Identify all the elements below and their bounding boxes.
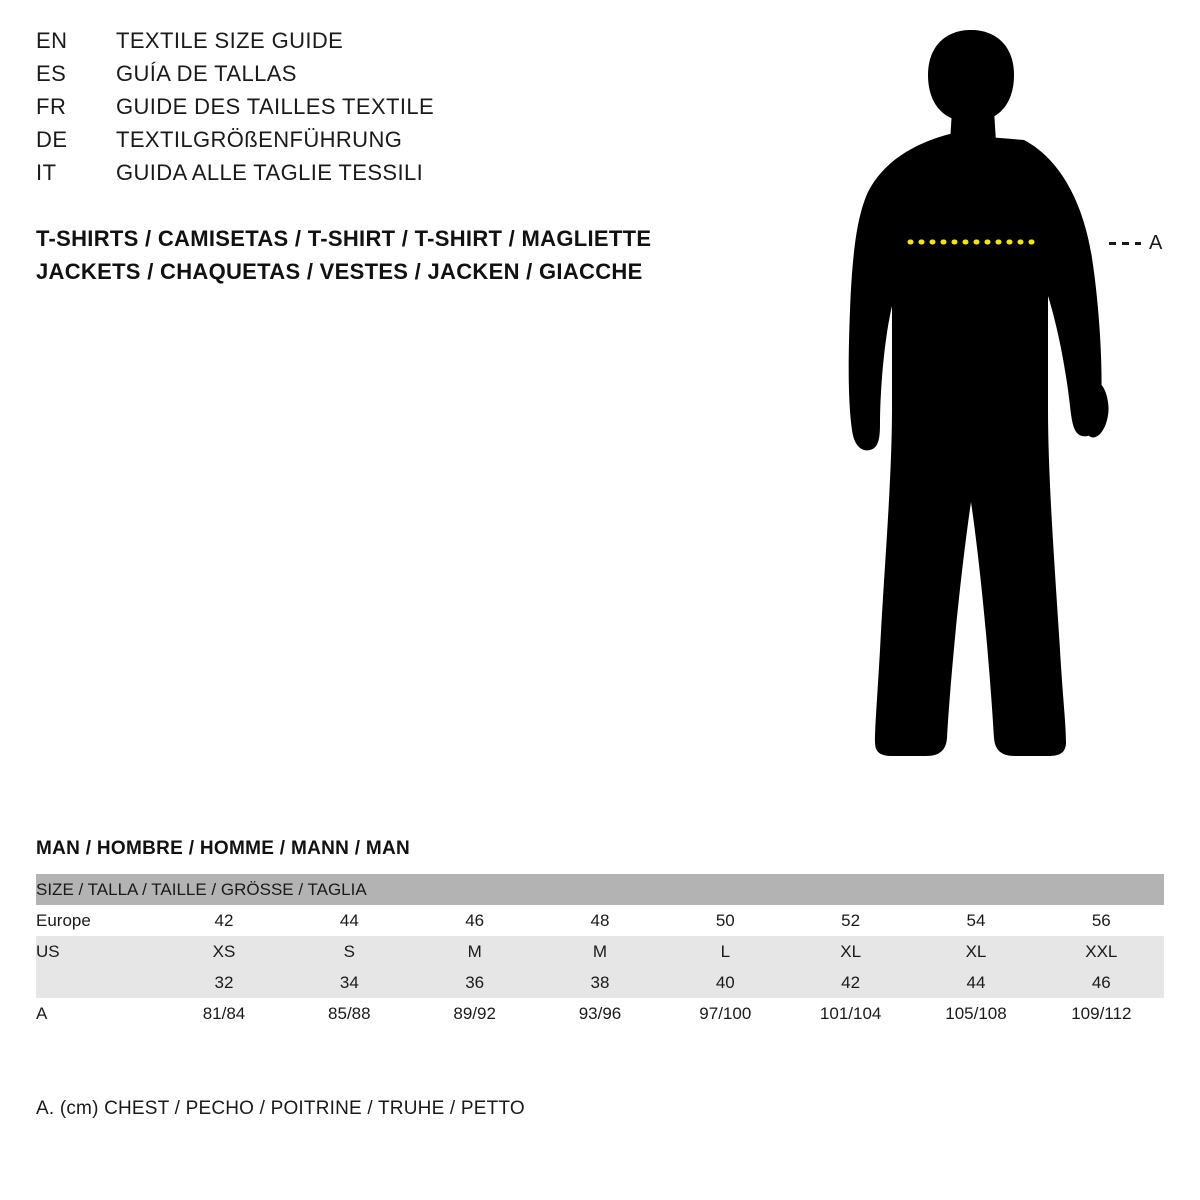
- cell-numeric-2: 34: [287, 967, 412, 998]
- cell-numeric-8: 46: [1039, 967, 1164, 998]
- language-row-de: [36, 127, 736, 160]
- cell-us-6: XL: [788, 936, 913, 967]
- table-header-row: [36, 874, 1164, 905]
- cell-europe-8: 56: [1039, 905, 1164, 936]
- cell-us-8: XXL: [1039, 936, 1164, 967]
- cell-a-2: 85/88: [287, 998, 412, 1029]
- language-header-block: [36, 28, 736, 193]
- table-header-label: SIZE / TALLA / TAILLE / GRÖSSE / TAGLIA: [36, 874, 1164, 905]
- language-code-it: IT: [36, 160, 57, 185]
- cell-numeric-4: 38: [537, 967, 662, 998]
- language-text-fr: GUIDE DES TAILLES TEXTILE: [116, 94, 435, 119]
- measure-label-a: A: [1149, 232, 1163, 254]
- language-text-it: GUIDA ALLE TAGLIE TESSILI: [116, 160, 424, 185]
- cell-numeric-7: 44: [913, 967, 1038, 998]
- cell-a-3: 89/92: [412, 998, 537, 1029]
- row-label-us: US: [36, 936, 161, 967]
- cell-us-3: M: [412, 936, 537, 967]
- cell-europe-2: 44: [287, 905, 412, 936]
- table-row: [36, 998, 1164, 1029]
- table-row: [36, 905, 1164, 936]
- language-row-fr: [36, 94, 736, 127]
- language-row-it: [36, 160, 736, 193]
- row-label-a: A: [36, 998, 161, 1029]
- cell-a-5: 97/100: [663, 998, 788, 1029]
- garment-line-jackets: JACKETS / CHAQUETAS / VESTES / JACKEN / GIACCHE: [36, 259, 643, 284]
- cell-europe-4: 48: [537, 905, 662, 936]
- cell-europe-3: 46: [412, 905, 537, 936]
- footnote-chest-measurement: A. (cm) CHEST / PECHO / POITRINE / TRUHE / PETTO: [36, 1098, 525, 1119]
- cell-europe-1: 42: [161, 905, 286, 936]
- cell-a-1: 81/84: [161, 998, 286, 1029]
- language-text-de: TEXTILGRÖßENFÜHRUNG: [116, 127, 403, 152]
- cell-a-6: 101/104: [788, 998, 913, 1029]
- cell-us-7: XL: [913, 936, 1038, 967]
- size-table-section: [36, 838, 1164, 1029]
- cell-europe-7: 54: [913, 905, 1038, 936]
- cell-numeric-6: 42: [788, 967, 913, 998]
- garment-category-block: [36, 222, 796, 288]
- cell-numeric-5: 40: [663, 967, 788, 998]
- cell-numeric-1: 32: [161, 967, 286, 998]
- language-code-de: DE: [36, 127, 68, 152]
- row-label-europe: Europe: [36, 905, 161, 936]
- language-text-en: TEXTILE SIZE GUIDE: [116, 28, 344, 53]
- language-code-es: ES: [36, 61, 67, 86]
- table-row: [36, 936, 1164, 967]
- measure-leader-line: [1109, 242, 1141, 245]
- cell-europe-6: 52: [788, 905, 913, 936]
- cell-a-7: 105/108: [913, 998, 1038, 1029]
- body-figure: [800, 10, 1200, 800]
- language-code-en: EN: [36, 28, 68, 53]
- cell-numeric-3: 36: [412, 967, 537, 998]
- language-text-es: GUÍA DE TALLAS: [116, 61, 297, 86]
- garment-line-tshirts: T-SHIRTS / CAMISETAS / T-SHIRT / T-SHIRT / MAGLIETTE: [36, 226, 652, 251]
- language-code-fr: FR: [36, 94, 67, 119]
- table-section-title: MAN / HOMBRE / HOMME / MANN / MAN: [36, 838, 411, 859]
- cell-us-2: S: [287, 936, 412, 967]
- cell-a-4: 93/96: [537, 998, 662, 1029]
- cell-us-1: XS: [161, 936, 286, 967]
- cell-us-5: L: [663, 936, 788, 967]
- size-table: [36, 874, 1164, 1029]
- row-label-numeric: [36, 967, 161, 998]
- cell-europe-5: 50: [663, 905, 788, 936]
- language-row-es: [36, 61, 736, 94]
- language-row-en: [36, 28, 736, 61]
- table-row: [36, 967, 1164, 998]
- cell-us-4: M: [537, 936, 662, 967]
- male-silhouette-icon: [800, 10, 1200, 800]
- cell-a-8: 109/112: [1039, 998, 1164, 1029]
